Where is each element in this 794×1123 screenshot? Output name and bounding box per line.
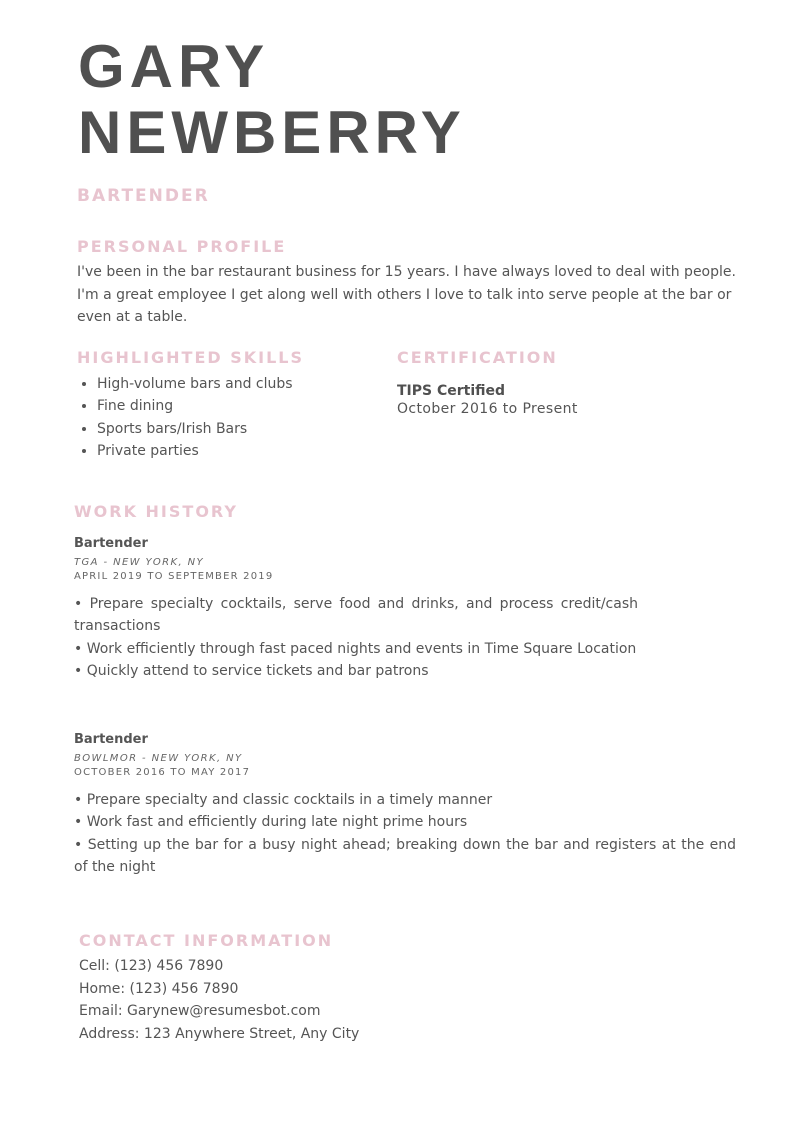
- job-dates: OCTOBER 2016 TO MAY 2017: [74, 767, 251, 778]
- skills-list: [74, 373, 397, 462]
- job-duty: • Setting up the bar for a busy night ahead; breaking down the bar and registers at the end of the night: [74, 836, 736, 875]
- job-duty: • Prepare specialty and classic cocktails in a timely manner: [74, 792, 493, 808]
- certification-dates: October 2016 to Present: [397, 401, 578, 417]
- personal-profile-heading: PERSONAL PROFILE: [77, 237, 287, 256]
- job-entry: [74, 536, 638, 682]
- contact-home: Home: (123) 456 7890: [79, 980, 239, 997]
- skill-item: • High-volume bars and clubs: [97, 373, 397, 395]
- work-history-heading: WORK HISTORY: [74, 502, 238, 521]
- job-company: TGA - NEW YORK, NY: [74, 557, 204, 568]
- contact-heading: CONTACT INFORMATION: [79, 931, 334, 950]
- certification-heading: CERTIFICATION: [397, 348, 558, 367]
- contact-address: Address: 123 Anywhere Street, Any City: [79, 1025, 360, 1042]
- contact-cell: Cell: (123) 456 7890: [79, 958, 224, 974]
- job-entry: [74, 732, 736, 878]
- job-title: Bartender: [74, 536, 148, 551]
- job-duty: • Prepare specialty cocktails, serve food and drinks, and process credit/cash transactions: [74, 596, 638, 635]
- contact-block: [79, 955, 359, 1045]
- last-name: NEWBERRY: [78, 99, 466, 166]
- job-duty: • Work efficiently through fast paced nights and events in Time Square Location: [74, 640, 637, 657]
- job-duties: [74, 789, 736, 878]
- job-dates: APRIL 2019 TO SEPTEMBER 2019: [74, 571, 274, 582]
- name-block: [78, 34, 466, 166]
- job-company: BOWLMOR - NEW YORK, NY: [74, 753, 243, 764]
- highlighted-skills-heading: HIGHLIGHTED SKILLS: [77, 348, 305, 367]
- first-name: GARY: [78, 33, 270, 100]
- job-title-heading: BARTENDER: [77, 186, 210, 206]
- skill-item: • Fine dining: [97, 395, 397, 417]
- skill-item: • Sports bars/Irish Bars: [97, 418, 397, 440]
- skill-item: • Private parties: [97, 440, 397, 462]
- job-duty: • Quickly attend to service tickets and bar patrons: [74, 662, 429, 679]
- certification-name: TIPS Certified: [397, 383, 506, 399]
- job-duty: • Work fast and efficiently during late night prime hours: [74, 814, 468, 831]
- job-duties: [74, 593, 638, 682]
- contact-email: Email: Garynew@resumesbot.com: [79, 1003, 321, 1019]
- job-title: Bartender: [74, 732, 148, 747]
- personal-profile-text: I've been in the bar restaurant business for 15 years. I have always loved to deal with people. I'm a great employee I get along well with others I love to talk into serve people at the bar or even at a table.: [77, 264, 736, 325]
